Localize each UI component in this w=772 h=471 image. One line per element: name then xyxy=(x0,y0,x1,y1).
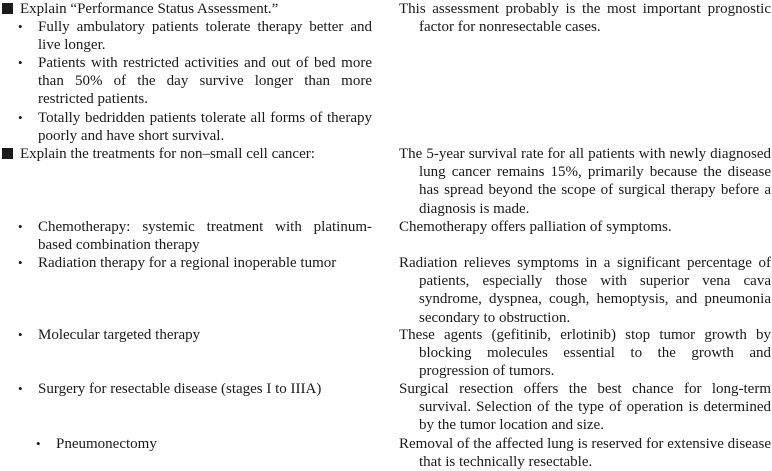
right-text: Surgical resection offers the best chance for long-term survival. Selection of the type of operation is determined by the tumor location and size. xyxy=(399,381,771,434)
right-text: These agents (gefitinib, erlotinib) stop tumor growth by blocking molecules essential to the growth and progression of tumors. xyxy=(399,327,771,380)
square-bullet-icon xyxy=(2,148,13,159)
left-cell xyxy=(20,145,392,163)
left-text: Pneumonectomy xyxy=(56,436,157,452)
left-cell xyxy=(18,218,372,254)
left-text: Explain “Performance Status Assessment.” xyxy=(20,1,279,17)
right-cell xyxy=(399,326,771,381)
left-text: Chemotherapy: systemic treatment with platinum-based combination therapy xyxy=(38,219,372,254)
bullet-dot-icon: • xyxy=(18,110,23,125)
right-cell xyxy=(399,254,771,327)
right-text: This assessment probably is the most important prognostic factor for nonresectable cases. xyxy=(399,1,771,36)
left-cell xyxy=(18,326,372,344)
right-text: Removal of the affected lung is reserved for extensive disease that is technically resectable. xyxy=(399,436,771,471)
bullet-dot-icon: • xyxy=(18,19,23,34)
left-cell xyxy=(20,0,392,18)
right-text: Chemotherapy offers palliation of symptoms. xyxy=(399,219,672,235)
right-text: Radiation relieves symptoms in a significant percentage of patients, especially those with superior vena cava syndrome, dyspnea, cough, hemoptysis, and pneumonia secondary to obstruction. xyxy=(399,255,771,326)
left-text: Molecular targeted therapy xyxy=(38,327,201,343)
bullet-dot-icon: • xyxy=(18,381,23,396)
left-cell xyxy=(18,380,372,398)
left-cell xyxy=(18,54,372,109)
right-text: The 5-year survival rate for all patients with newly diagnosed lung cancer remains 15%, primarily because the disease has spread beyond the scope of surgical therapy before a diagnosis is made. xyxy=(399,146,771,217)
left-text: Patients with restricted activities and out of bed more than 50% of the day survive longer than more restricted patients. xyxy=(38,55,372,108)
left-text: Surgery for resectable disease (stages I to IIIA) xyxy=(38,381,322,397)
right-cell xyxy=(399,218,771,236)
bullet-dot-icon: • xyxy=(36,436,41,451)
left-text: Explain the treatments for non–small cell cancer: xyxy=(20,146,315,162)
bullet-dot-icon: • xyxy=(18,219,23,234)
right-cell xyxy=(399,0,771,36)
bullet-dot-icon: • xyxy=(18,255,23,270)
square-bullet-icon xyxy=(2,3,13,14)
left-cell xyxy=(18,254,372,272)
right-cell xyxy=(399,145,771,218)
left-text: Totally bedridden patients tolerate all forms of therapy poorly and have short survival. xyxy=(38,110,372,145)
left-cell xyxy=(36,435,372,453)
left-cell xyxy=(18,18,372,54)
bullet-dot-icon: • xyxy=(18,55,23,70)
left-text: Radiation therapy for a regional inoperable tumor xyxy=(38,255,337,271)
left-text: Fully ambulatory patients tolerate therapy better and live longer. xyxy=(38,19,372,54)
bullet-dot-icon: • xyxy=(18,327,23,342)
left-cell xyxy=(18,109,372,145)
right-cell xyxy=(399,380,771,435)
right-cell xyxy=(399,435,771,471)
